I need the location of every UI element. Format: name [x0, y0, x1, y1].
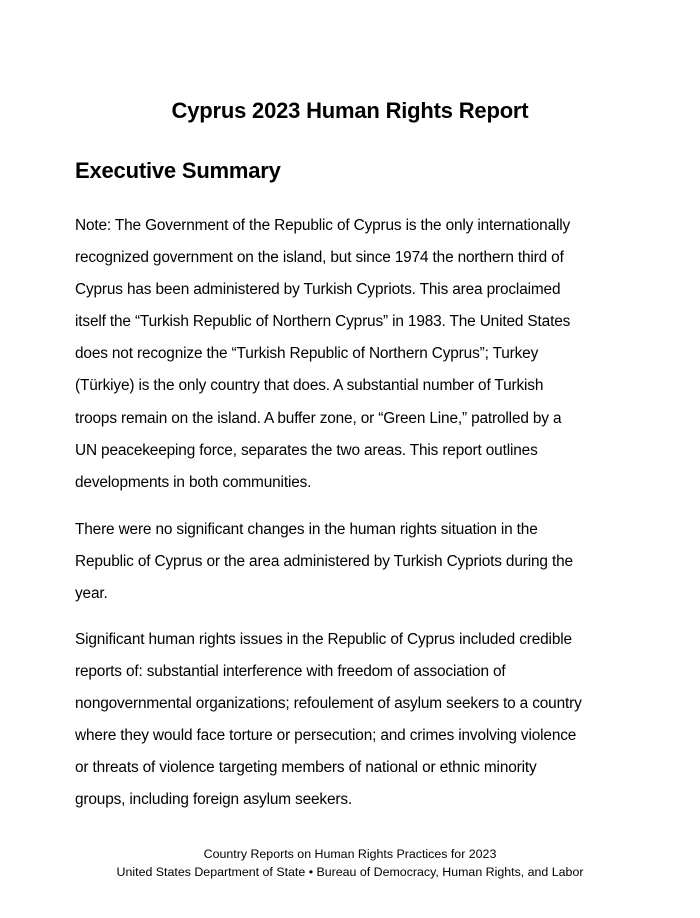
paragraph-significant-issues — [75, 624, 635, 817]
text-line: developments in both communities. — [75, 473, 312, 491]
text-line: UN peacekeeping force, separates the two areas. This report outlines — [75, 441, 538, 459]
paragraph-note — [75, 210, 635, 499]
text-line: (Türkiye) is the only country that does. A substantial number of Turkish — [75, 377, 544, 395]
text-line: groups, including foreign asylum seekers. — [75, 791, 353, 809]
text-line: Cyprus has been administered by Turkish Cypriots. This area proclaimed — [75, 281, 561, 299]
footer-report-series: Country Reports on Human Rights Practices for 2023 — [203, 847, 497, 861]
text-line: or threats of violence targeting members of national or ethnic minority — [75, 759, 537, 777]
text-line: itself the “Turkish Republic of Northern Cyprus” in 1983. The United States — [75, 313, 571, 331]
section-heading: Executive Summary — [75, 158, 281, 183]
text-line: nongovernmental organizations; refoulement of asylum seekers to a country — [75, 695, 582, 713]
text-line: There were no significant changes in the human rights situation in the — [75, 521, 538, 538]
text-line: Republic of Cyprus or the area administered by Turkish Cypriots during the — [75, 553, 573, 571]
text-line: recognized government on the island, but since 1974 the northern third of — [75, 249, 564, 267]
text-line: Significant human rights issues in the Republic of Cyprus included credible — [75, 631, 572, 648]
text-line: year. — [75, 585, 108, 603]
text-line: reports of: substantial interference with freedom of association of — [75, 663, 506, 681]
footer-department: United States Department of State • Bureau of Democracy, Human Rights, and Labor — [116, 865, 584, 879]
text-line: does not recognize the “Turkish Republic of Northern Cyprus”; Turkey — [75, 345, 539, 363]
document-title: Cyprus 2023 Human Rights Report — [171, 98, 529, 123]
text-line: troops remain on the island. A buffer zone, or “Green Line,” patrolled by a — [75, 409, 562, 427]
text-line: Note: The Government of the Republic of Cyprus is the only internationally — [75, 217, 571, 234]
text-line: where they would face torture or persecution; and crimes involving violence — [75, 727, 577, 745]
paragraph-no-changes — [75, 514, 635, 610]
